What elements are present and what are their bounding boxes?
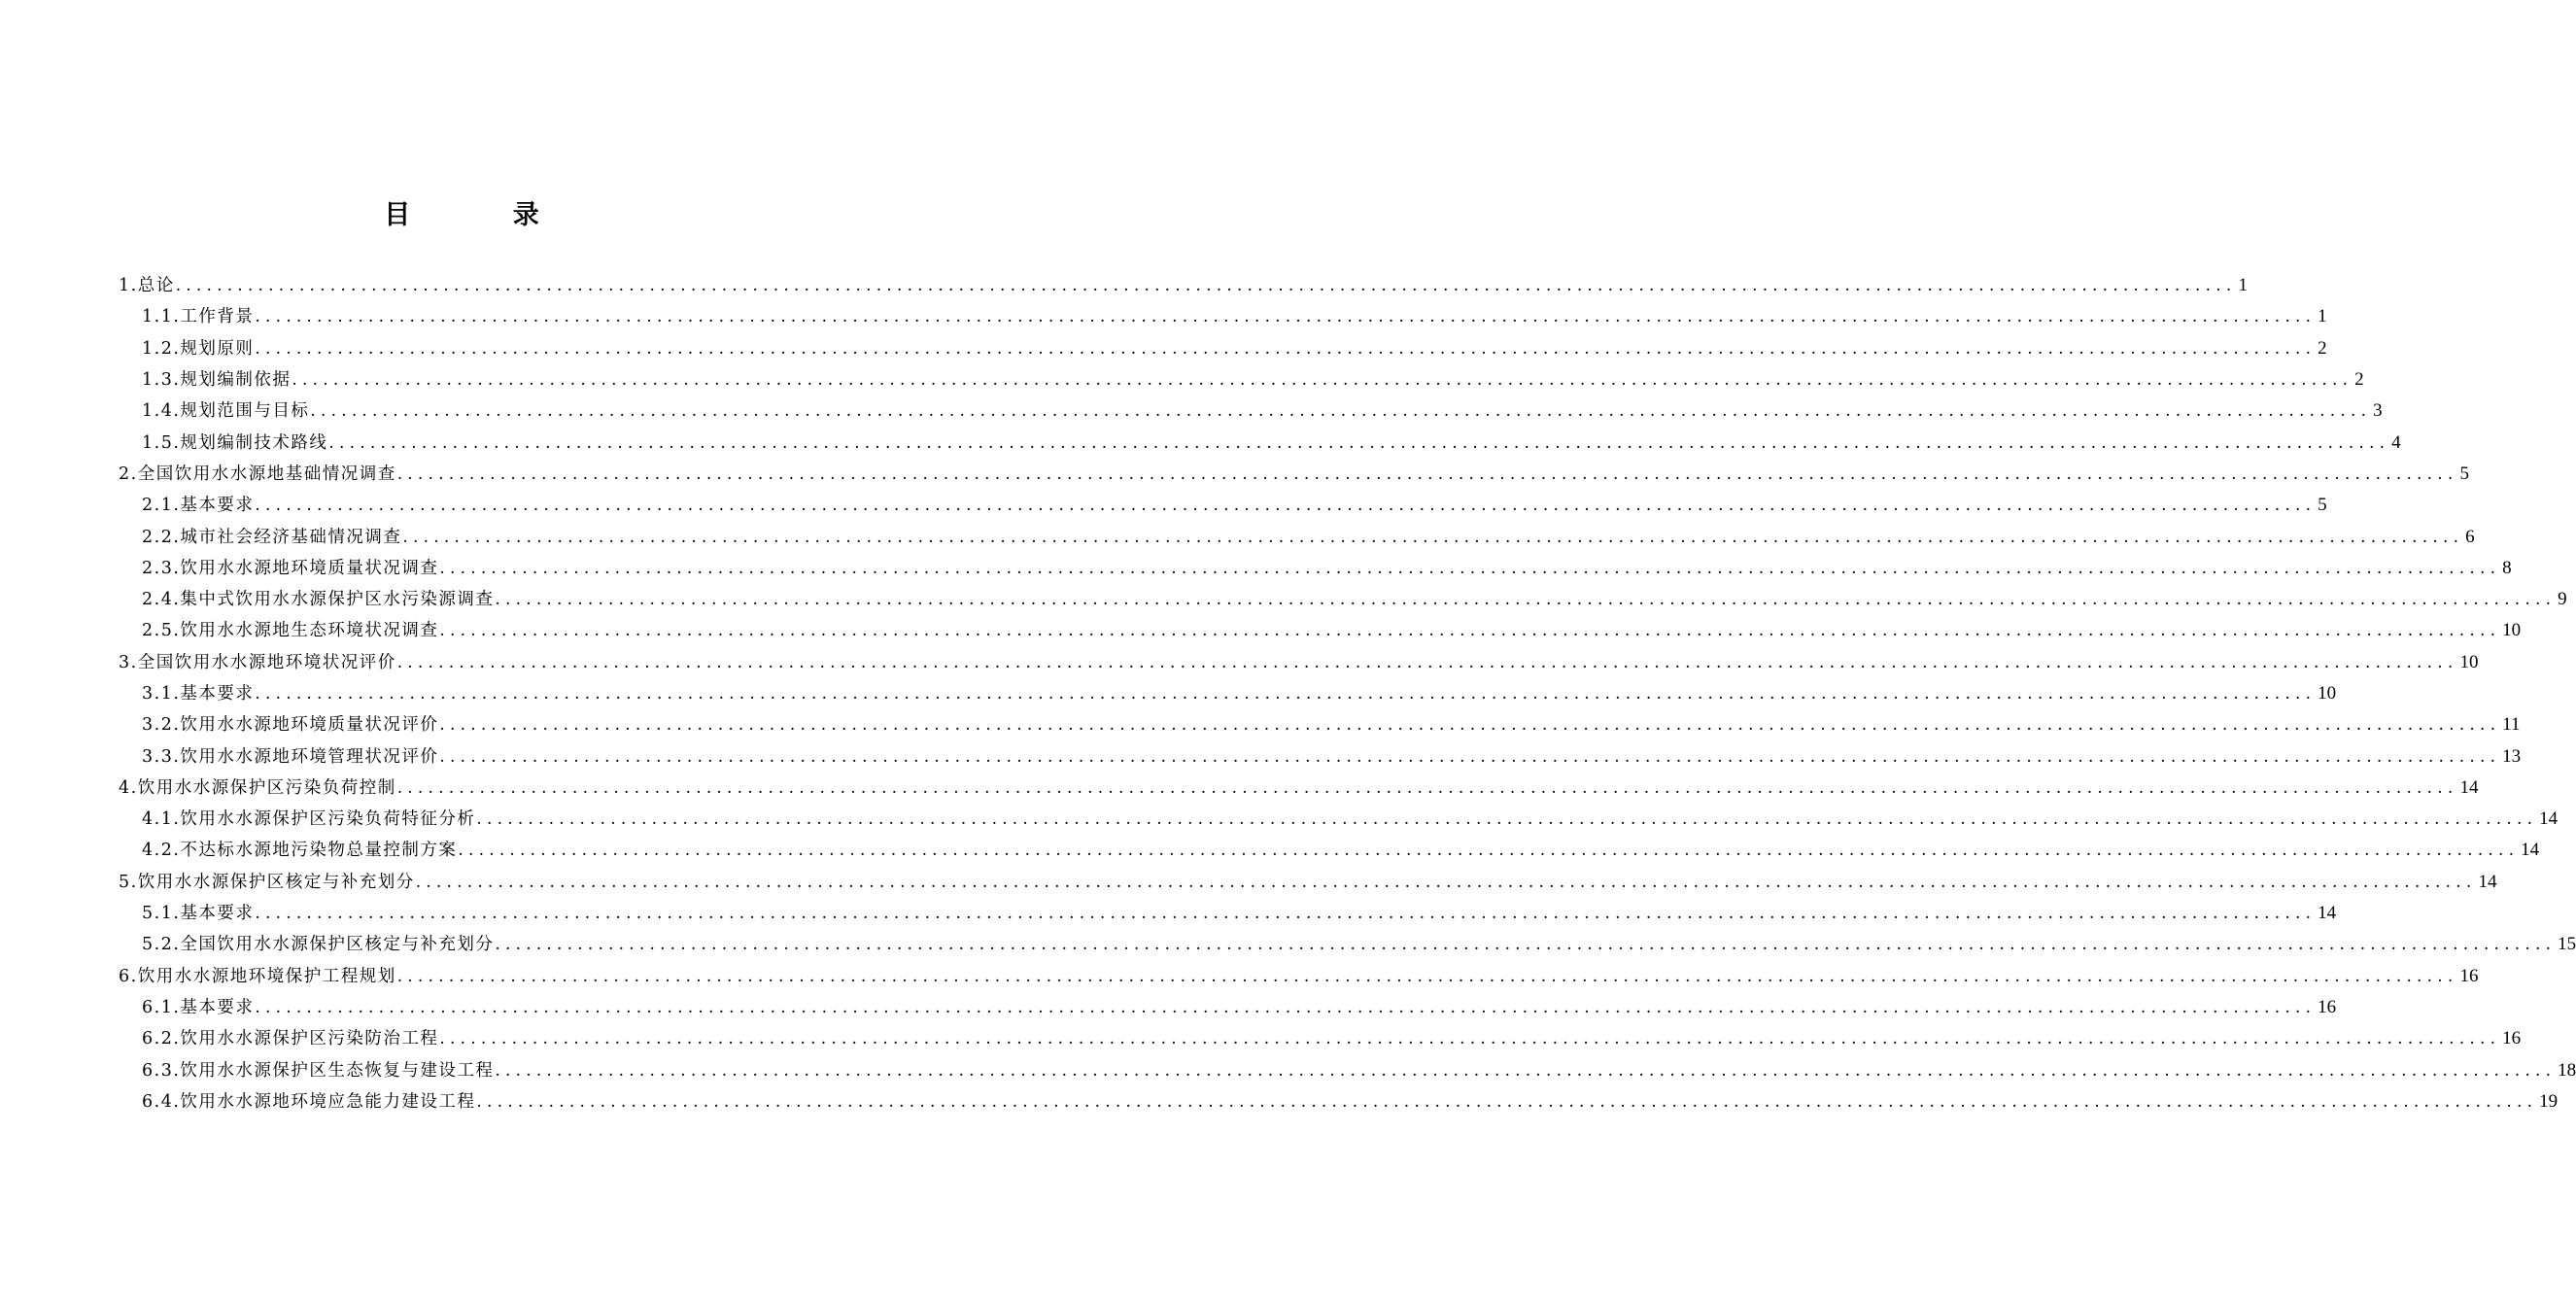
toc-section-entry[interactable] <box>119 553 2512 584</box>
toc-dot-leader: ........................................................................................................................................................................................................ <box>175 276 2237 296</box>
toc-chapter-entry[interactable] <box>119 867 2497 898</box>
toc-entry-label: 4.2.不达标水源地污染物总量控制方案 <box>142 841 458 861</box>
toc-dot-leader: ........................................................................................................................................................................................................ <box>396 777 2458 798</box>
toc-entry-page-number: 14 <box>2539 808 2559 830</box>
toc-entry-label: 2.3.饮用水水源地环境质量状况调查 <box>142 558 439 578</box>
toc-section-entry[interactable] <box>119 929 2576 960</box>
toc-chapter-entry[interactable] <box>119 961 2479 992</box>
toc-entry-page-number: 14 <box>2318 903 2337 924</box>
toc-entry-label: 1.2.规划原则 <box>142 338 255 359</box>
toc-entry-label: 3.全国饮用水水源地环境状况评价 <box>119 652 396 672</box>
toc-entry-page-number: 19 <box>2539 1090 2559 1112</box>
toc-section-entry[interactable] <box>119 835 2540 866</box>
toc-section-entry[interactable] <box>119 678 2337 709</box>
toc-dot-leader: ........................................................................................................................................................................................................ <box>476 809 2538 830</box>
toc-dot-leader: ........................................................................................................................................................................................................ <box>439 1029 2501 1049</box>
toc-title: 目 录 <box>384 200 586 230</box>
toc-section-entry[interactable] <box>119 615 2522 646</box>
toc-list <box>119 270 2576 1117</box>
toc-section-entry[interactable] <box>119 1086 2559 1117</box>
toc-entry-label: 6.3.饮用水水源保护区生态恢复与建设工程 <box>142 1060 495 1081</box>
toc-section-entry[interactable] <box>119 898 2337 929</box>
toc-dot-leader: ........................................................................................................................................................................................................ <box>255 904 2317 924</box>
toc-entry-label: 2.2.城市社会经济基础情况调查 <box>142 527 402 547</box>
toc-section-entry[interactable] <box>119 584 2567 615</box>
toc-dot-leader: ........................................................................................................................................................................................................ <box>255 684 2317 704</box>
toc-dot-leader: ........................................................................................................................................................................................................ <box>439 621 2501 641</box>
toc-entry-label: 1.5.规划编制技术路线 <box>142 432 328 453</box>
toc-entry-label: 3.3.饮用水水源地环境管理状况评价 <box>142 746 439 767</box>
toc-entry-page-number: 16 <box>2318 996 2337 1017</box>
toc-dot-leader: ........................................................................................................................................................................................................ <box>476 1091 2538 1112</box>
toc-dot-leader: ........................................................................................................................................................................................................ <box>396 464 2458 484</box>
toc-dot-leader: ........................................................................................................................................................................................................ <box>415 872 2477 892</box>
toc-entry-label: 4.1.饮用水水源保护区污染负荷特征分析 <box>142 809 476 830</box>
toc-section-entry[interactable] <box>119 740 2522 772</box>
toc-dot-leader: ........................................................................................................................................................................................................ <box>439 558 2501 578</box>
toc-entry-page-number: 8 <box>2502 557 2512 578</box>
toc-section-entry[interactable] <box>119 804 2559 835</box>
toc-entry-label: 1.总论 <box>119 276 175 296</box>
toc-entry-page-number: 2 <box>2318 337 2327 359</box>
toc-dot-leader: ........................................................................................................................................................................................................ <box>458 841 2520 861</box>
toc-entry-label: 1.3.规划编制依据 <box>142 370 292 391</box>
toc-dot-leader: ........................................................................................................................................................................................................ <box>439 746 2501 767</box>
toc-entry-label: 2.1.基本要求 <box>142 496 255 516</box>
toc-entry-label: 5.1.基本要求 <box>142 904 255 924</box>
toc-chapter-entry[interactable] <box>119 459 2469 490</box>
toc-entry-page-number: 11 <box>2502 714 2521 736</box>
toc-section-entry[interactable] <box>119 1023 2522 1054</box>
toc-section-entry[interactable] <box>119 1054 2576 1085</box>
toc-dot-leader: ........................................................................................................................................................................................................ <box>255 338 2317 359</box>
toc-section-entry[interactable] <box>119 490 2327 521</box>
toc-section-entry[interactable] <box>119 301 2327 332</box>
toc-chapter-entry[interactable] <box>119 270 2248 301</box>
toc-entry-label: 2.5.饮用水水源地生态环境状况调查 <box>142 621 439 641</box>
toc-entry-page-number: 6 <box>2465 526 2475 547</box>
toc-entry-label: 2.4.集中式饮用水水源保护区水污染源调查 <box>142 590 495 610</box>
toc-entry-label: 3.2.饮用水水源地环境质量状况评价 <box>142 715 439 736</box>
toc-dot-leader: ........................................................................................................................................................................................................ <box>255 997 2317 1017</box>
toc-entry-label: 6.4.饮用水水源地环境应急能力建设工程 <box>142 1091 476 1112</box>
toc-entry-label: 1.4.规划范围与目标 <box>142 401 310 422</box>
toc-dot-leader: ........................................................................................................................................................................................................ <box>396 966 2458 986</box>
toc-dot-leader: ........................................................................................................................................................................................................ <box>255 307 2317 327</box>
toc-entry-page-number: 10 <box>2459 651 2479 672</box>
toc-entry-page-number: 4 <box>2391 431 2401 453</box>
toc-dot-leader: ........................................................................................................................................................................................................ <box>495 1060 2557 1081</box>
toc-dot-leader: ........................................................................................................................................................................................................ <box>310 401 2372 422</box>
toc-dot-leader: ........................................................................................................................................................................................................ <box>292 370 2353 391</box>
toc-dot-leader: ........................................................................................................................................................................................................ <box>402 527 2464 547</box>
toc-section-entry[interactable] <box>119 992 2337 1023</box>
toc-entry-page-number: 10 <box>2318 683 2337 704</box>
toc-entry-page-number: 16 <box>2459 965 2479 986</box>
toc-entry-label: 5.饮用水水源保护区核定与补充划分 <box>119 872 415 892</box>
toc-chapter-entry[interactable] <box>119 773 2479 804</box>
toc-entry-label: 6.2.饮用水水源保护区污染防治工程 <box>142 1029 439 1049</box>
toc-entry-page-number: 3 <box>2373 400 2383 422</box>
toc-entry-page-number: 5 <box>2318 495 2327 516</box>
toc-section-entry[interactable] <box>119 427 2401 458</box>
toc-entry-page-number: 16 <box>2502 1028 2522 1049</box>
toc-dot-leader: ........................................................................................................................................................................................................ <box>495 590 2557 610</box>
toc-entry-page-number: 18 <box>2558 1059 2576 1081</box>
toc-entry-label: 3.1.基本要求 <box>142 684 255 704</box>
toc-entry-page-number: 14 <box>2478 871 2497 892</box>
toc-entry-label: 2.全国饮用水水源地基础情况调查 <box>119 464 396 484</box>
toc-dot-leader: ........................................................................................................................................................................................................ <box>495 935 2557 955</box>
toc-entry-label: 6.饮用水水源地环境保护工程规划 <box>119 966 396 986</box>
toc-dot-leader: ........................................................................................................................................................................................................ <box>255 496 2317 516</box>
toc-section-entry[interactable] <box>119 395 2383 427</box>
toc-entry-page-number: 13 <box>2502 745 2522 767</box>
toc-dot-leader: ........................................................................................................................................................................................................ <box>328 432 2390 453</box>
toc-entry-label: 1.1.工作背景 <box>142 307 255 327</box>
toc-section-entry[interactable] <box>119 364 2364 395</box>
toc-section-entry[interactable] <box>119 521 2475 552</box>
toc-entry-label: 4.饮用水水源保护区污染负荷控制 <box>119 777 396 798</box>
toc-entry-page-number: 15 <box>2558 934 2576 955</box>
toc-entry-label: 6.1.基本要求 <box>142 997 255 1017</box>
toc-entry-page-number: 1 <box>2238 275 2248 296</box>
toc-entry-page-number: 5 <box>2459 463 2469 484</box>
toc-entry-page-number: 2 <box>2354 369 2364 391</box>
toc-entry-page-number: 14 <box>2521 840 2540 861</box>
toc-entry-page-number: 14 <box>2459 776 2479 798</box>
toc-dot-leader: ........................................................................................................................................................................................................ <box>396 652 2458 672</box>
toc-entry-label: 5.2.全国饮用水水源保护区核定与补充划分 <box>142 935 495 955</box>
toc-chapter-entry[interactable] <box>119 647 2479 678</box>
toc-entry-page-number: 1 <box>2318 306 2327 327</box>
toc-section-entry[interactable] <box>119 333 2327 364</box>
toc-entry-page-number: 10 <box>2502 620 2522 641</box>
toc-dot-leader: ........................................................................................................................................................................................................ <box>439 715 2501 736</box>
toc-entry-page-number: 9 <box>2558 589 2567 610</box>
toc-section-entry[interactable] <box>119 709 2521 740</box>
